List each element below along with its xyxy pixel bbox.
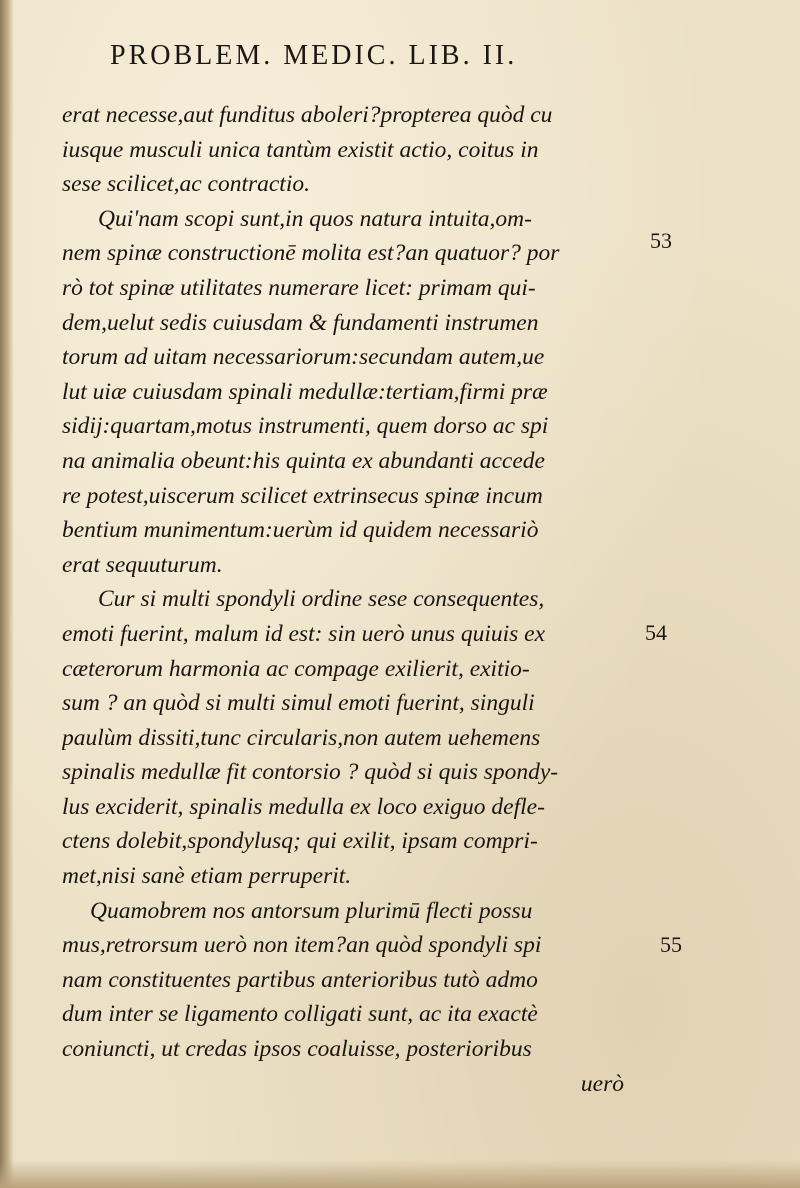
text-line: lus exciderit, spinalis medulla ex loco exiguo defle- [62, 793, 545, 820]
text-line: emoti fuerint, malum id est: sin uerò unus quiuis ex [62, 620, 546, 647]
text-line: sum ? an quòd si multi simul emoti fuerint, singuli [62, 690, 535, 717]
text-line: Cur si multi spondyli ordine sese consequentes, [98, 586, 545, 613]
text-line: sidij:quartam,motus instrumenti, quem dorso ac spi [62, 413, 549, 440]
text-line: erat necesse,aut funditus aboleri?propterea quòd cu [62, 102, 553, 128]
text-line: cæterorum harmonia ac compage exilierit, exitio- [62, 655, 530, 682]
running-head: PROBLEM. MEDIC. LIB. II. [110, 40, 518, 71]
text-line: mus,retrorsum uerò non item?an quòd spondyli spi [62, 932, 542, 959]
text-line: Qui'nam scopi sunt,in quos natura intuita,om- [98, 205, 532, 232]
margin-number-53: 53 [650, 228, 672, 253]
margin-number-54: 54 [645, 620, 667, 645]
text-line: Quamobrem nos antorsum plurimū flecti possu [90, 897, 533, 924]
text-line: met,nisi sanè etiam perruperit. [62, 863, 352, 890]
margin-number-55: 55 [660, 932, 682, 957]
body-text [62, 98, 632, 1101]
text-line: coniuncti, ut credas ipsos coaluisse, posterioribus [62, 1036, 532, 1063]
text-line: re potest,uiscerum scilicet extrinsecus spinæ incum [62, 482, 543, 509]
page-gutter-shadow [0, 0, 14, 1188]
text-line: na animalia obeunt:his quinta ex abundanti accede [62, 447, 545, 474]
text-line: iusque musculi unica tantùm existit actio, coitus in [62, 136, 539, 163]
text-line: nem spinæ constructionē molita est?an quatuor? por [62, 240, 560, 267]
text-line: bentium munimentum:uerùm id quidem necessariò [62, 517, 539, 544]
text-line: paulùm dissiti,tunc circularis,non autem uehemens [62, 724, 541, 751]
text-line: dem,uelut sedis cuiusdam & fundamenti instrumen [62, 309, 539, 336]
text-line: spinalis medullæ fit contorsio ? quòd si quis spondy- [62, 759, 559, 786]
page-bottom-shadow [0, 1160, 800, 1188]
text-line: nam constituentes partibus anterioribus tutò admo [62, 966, 538, 993]
text-line: dum inter se ligamento colligati sunt, ac ita exactè [62, 1001, 538, 1028]
catchword: uerò [580, 1070, 624, 1097]
text-line: rò tot spinæ utilitates numerare licet: primam qui- [62, 274, 536, 301]
text-line: ctens dolebit,spondylusq; qui exilit, ipsam compri- [62, 828, 538, 855]
text-line: sese scilicet,ac contractio. [62, 171, 310, 198]
text-line: torum ad uitam necessariorum:secundam autem,ue [62, 344, 545, 371]
text-line: erat sequuturum. [62, 551, 223, 578]
text-line: lut uiæ cuiusdam spinali medullæ:tertiam,firmi præ [62, 378, 548, 405]
